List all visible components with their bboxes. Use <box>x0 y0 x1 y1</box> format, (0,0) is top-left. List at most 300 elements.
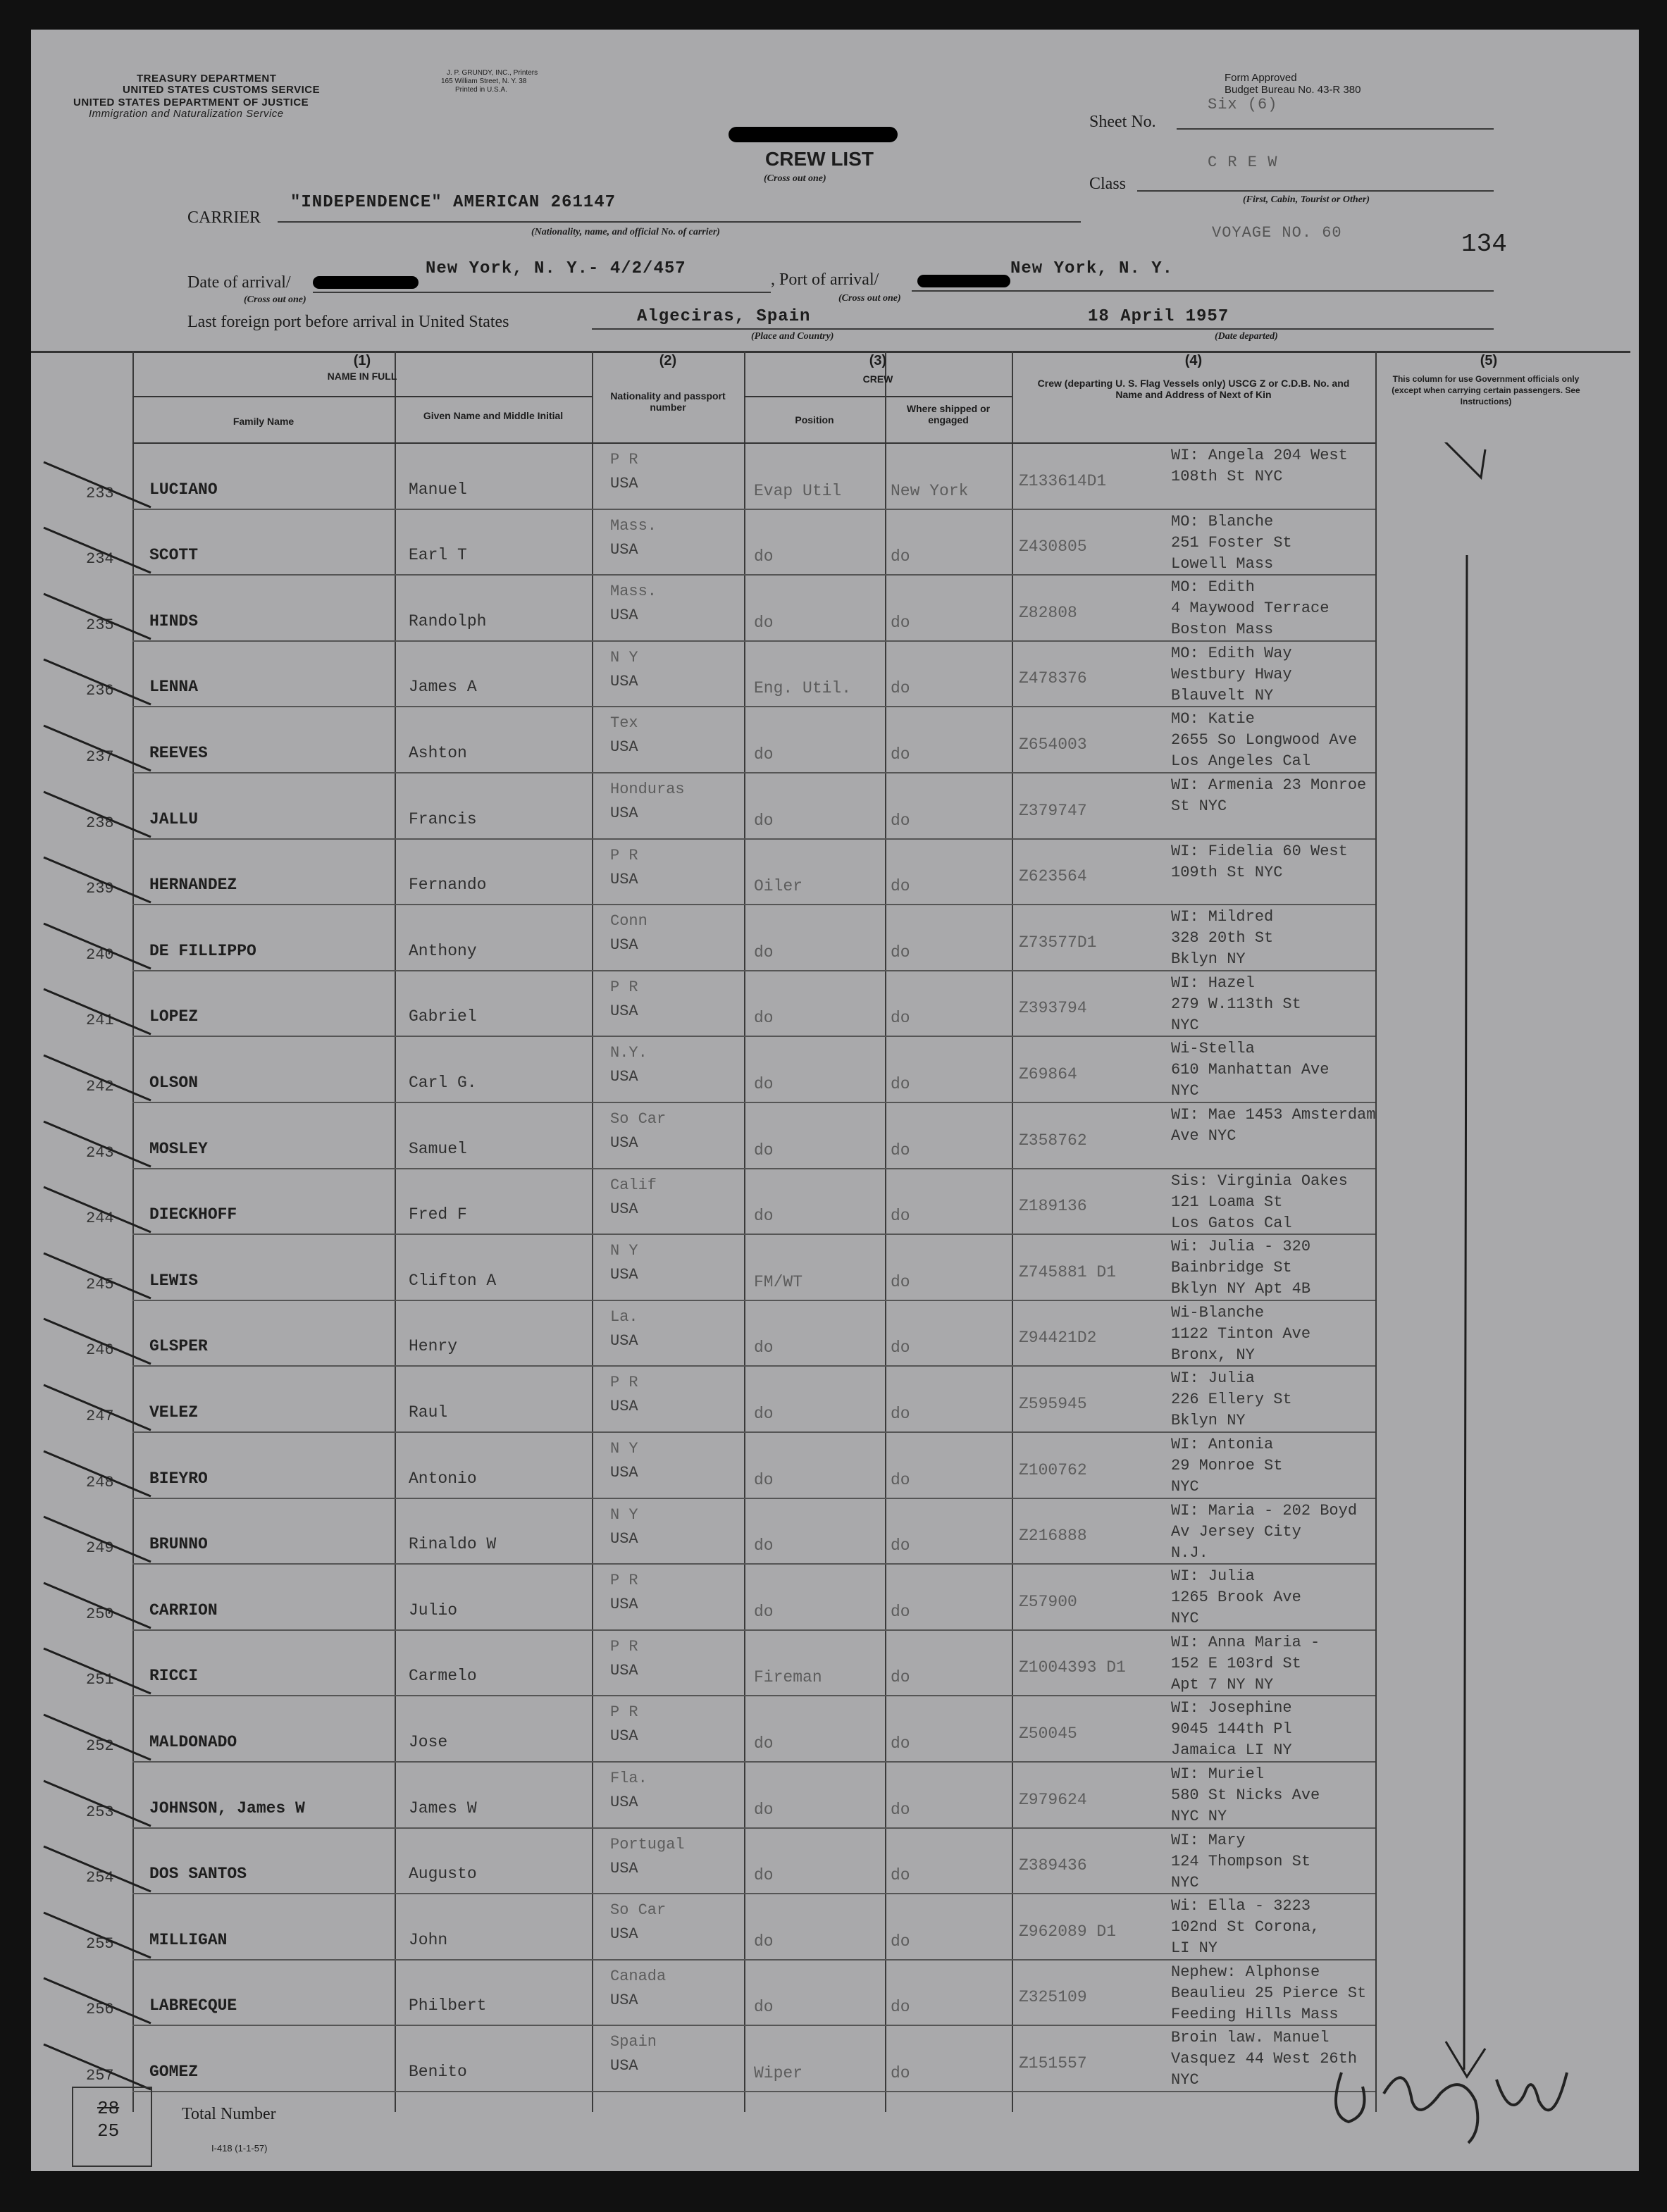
given-name: Philbert <box>409 1996 487 2015</box>
position: Wiper <box>754 2064 803 2082</box>
tally-mark <box>38 1842 165 1899</box>
given-name: Earl T <box>409 546 467 565</box>
tally-mark <box>38 1249 165 1305</box>
where-shipped: do <box>891 1998 910 2017</box>
uscg-number: Z73577D1 <box>1019 933 1097 952</box>
next-of-kin-line: WI: Josephine <box>1171 1699 1292 1717</box>
position: Evap Util <box>754 481 842 500</box>
given-name: James A <box>409 678 477 697</box>
next-of-kin-line: 102nd St Corona, <box>1171 1918 1320 1937</box>
signature-text: J. Daly <box>1306 2142 1335 2153</box>
next-of-kin-line: Lowell Mass <box>1171 554 1274 573</box>
uscg-number: Z57900 <box>1019 1592 1077 1611</box>
position: FM/WT <box>754 1272 803 1291</box>
passport-country: USA <box>610 1859 638 1877</box>
row-number: 244 <box>86 1210 114 1228</box>
tally-mark <box>38 1579 165 1635</box>
passport-country: USA <box>610 1134 638 1152</box>
tally-mark <box>38 458 165 514</box>
column-divider <box>1012 351 1013 2112</box>
row-divider <box>132 838 1375 840</box>
header-bottom-rule <box>132 442 1375 444</box>
total-box <box>72 2087 152 2167</box>
next-of-kin-line: Ave NYC <box>1171 1127 1237 1145</box>
given-name: Fernando <box>409 876 487 895</box>
port-label: , Port of arrival/ <box>771 271 879 289</box>
next-of-kin-line: Vasquez 44 West 26th <box>1171 2050 1358 2068</box>
carrier-label: CARRIER <box>187 209 261 227</box>
uscg-number: Z379747 <box>1019 801 1087 820</box>
next-of-kin-line: WI: Anna Maria - <box>1171 1633 1320 1651</box>
family-name: REEVES <box>149 744 208 762</box>
family-name: BIEYRO <box>149 1469 208 1488</box>
column-divider <box>885 351 886 2112</box>
given-name: Gabriel <box>409 1007 477 1026</box>
uscg-number: Z745881 D1 <box>1019 1262 1117 1281</box>
passport-country: USA <box>610 1068 638 1086</box>
position: do <box>754 1602 774 1621</box>
next-of-kin-line: NYC <box>1171 1873 1199 1891</box>
next-of-kin-line: WI: Muriel <box>1171 1765 1265 1783</box>
where-shipped: do <box>891 1668 910 1687</box>
nationality: N Y <box>610 1242 638 1260</box>
next-of-kin-line: Bronx, NY <box>1171 1346 1255 1364</box>
given-name: Henry <box>409 1337 458 1356</box>
passport-country: USA <box>610 1661 638 1679</box>
passport-country: USA <box>610 1991 638 2009</box>
nationality: Spain <box>610 2033 657 2051</box>
next-of-kin-line: Wi-Blanche <box>1171 1303 1265 1322</box>
tally-mark <box>38 523 165 580</box>
family-name: RICCI <box>149 1667 199 1686</box>
passport-country: USA <box>610 1464 638 1481</box>
uscg-number: Z478376 <box>1019 669 1087 688</box>
given-name: Anthony <box>409 941 477 960</box>
nationality: N Y <box>610 1440 638 1458</box>
uscg-number: Z623564 <box>1019 867 1087 886</box>
uscg-number: Z151557 <box>1019 2054 1087 2073</box>
departed-value: 18 April 1957 <box>1088 307 1229 326</box>
family-name: SCOTT <box>149 546 199 565</box>
next-of-kin-line: MO: Edith Way <box>1171 644 1292 662</box>
class-caption: (First, Cabin, Tourist or Other) <box>1243 194 1370 205</box>
nationality: P R <box>610 1374 638 1392</box>
given-name: Benito <box>409 2063 467 2081</box>
tally-mark <box>38 590 165 646</box>
row-number: 249 <box>86 1539 114 1558</box>
position: do <box>754 1800 774 1819</box>
header-subrule <box>132 396 592 397</box>
nationality: P R <box>610 846 638 864</box>
family-name: MOSLEY <box>149 1139 208 1158</box>
col1b-title: Given Name and Middle Initial <box>423 410 564 421</box>
family-name: JOHNSON, James W <box>149 1798 305 1818</box>
next-of-kin-line: WI: Antonia <box>1171 1436 1274 1453</box>
budget-bureau: Budget Bureau No. 43-R 380 <box>1225 84 1361 96</box>
where-shipped: New York <box>891 481 969 500</box>
next-of-kin-line: 152 E 103rd St <box>1171 1654 1301 1672</box>
tally-mark <box>38 1381 165 1437</box>
next-of-kin-line: WI: Armenia 23 Monroe <box>1171 776 1367 794</box>
where-shipped: do <box>891 1405 910 1423</box>
position: do <box>754 1338 774 1357</box>
row-number: 253 <box>86 1803 114 1821</box>
given-name: Antonio <box>409 1469 477 1488</box>
nationality: Canada <box>610 1967 667 1985</box>
next-of-kin-line: WI: Mary <box>1171 1831 1246 1849</box>
dept-treasury: TREASURY DEPARTMENT <box>137 73 277 85</box>
redaction-mark-3 <box>917 275 1010 287</box>
where-shipped: do <box>891 1932 910 1951</box>
printer-line1: J. P. GRUNDY, INC., Printers <box>447 69 538 77</box>
next-of-kin-line: Wi: Ella - 3223 <box>1171 1897 1311 1915</box>
position: do <box>754 547 774 566</box>
column-divider <box>395 351 396 2112</box>
passport-country: USA <box>610 1727 638 1746</box>
row-number: 236 <box>86 682 114 700</box>
passport-country: USA <box>610 1529 638 1548</box>
sheet-value: Six (6) <box>1208 96 1278 113</box>
uscg-number: Z82808 <box>1019 603 1077 622</box>
nationality: Conn <box>610 912 647 931</box>
family-name: CARRION <box>149 1601 218 1620</box>
carrier-value: "INDEPENDENCE" AMERICAN 261147 <box>290 193 616 212</box>
where-shipped: do <box>891 1141 910 1160</box>
where-shipped: do <box>891 811 910 830</box>
arrival-date-label: Date of arrival/ <box>187 273 291 292</box>
next-of-kin-line: St NYC <box>1171 797 1227 815</box>
row-number: 250 <box>86 1605 114 1623</box>
row-number: 233 <box>86 484 114 502</box>
tally-mark <box>38 1908 165 1965</box>
where-shipped: do <box>891 2064 910 2082</box>
next-of-kin-line: MO: Katie <box>1171 710 1255 728</box>
next-of-kin-line: WI: Mildred <box>1171 908 1274 926</box>
family-name: DIECKHOFF <box>149 1205 237 1224</box>
page-number: 134 <box>1461 230 1507 259</box>
redaction-mark-2 <box>313 276 419 289</box>
uscg-number: Z133614D1 <box>1019 471 1107 490</box>
passport-country: USA <box>610 936 638 955</box>
family-name: LEWIS <box>149 1271 199 1290</box>
family-name: GOMEZ <box>149 2063 199 2081</box>
passport-country: USA <box>610 1398 638 1416</box>
next-of-kin-line: Jamaica LI NY <box>1171 1741 1292 1760</box>
uscg-number: Z189136 <box>1019 1197 1087 1216</box>
tally-mark <box>38 1710 165 1767</box>
nationality: Mass. <box>610 516 657 535</box>
position: Eng. Util. <box>754 679 852 698</box>
tally-mark <box>38 655 165 712</box>
passport-country: USA <box>610 2057 638 2075</box>
next-of-kin-line: WI: Mae 1453 Amsterdam <box>1171 1106 1376 1124</box>
tally-mark <box>38 1644 165 1701</box>
family-name: HERNANDEZ <box>149 876 237 895</box>
nationality: P R <box>610 451 638 468</box>
position: do <box>754 745 774 764</box>
next-of-kin-line: NYC <box>1171 2071 1199 2089</box>
row-number: 237 <box>86 748 114 766</box>
tally-mark <box>38 1974 165 2030</box>
given-name: Clifton A <box>409 1271 497 1290</box>
where-shipped: do <box>891 1470 910 1489</box>
next-of-kin-line: Westbury Hway <box>1171 665 1292 683</box>
next-of-kin-line: 610 Manhattan Ave <box>1171 1061 1330 1079</box>
nationality: N Y <box>610 1505 638 1524</box>
next-of-kin-line: Bklyn NY Apt 4B <box>1171 1280 1311 1298</box>
family-name: BRUNNO <box>149 1535 208 1554</box>
uscg-number: Z979624 <box>1019 1790 1087 1809</box>
passport-country: USA <box>610 1266 638 1284</box>
passport-country: USA <box>610 1794 638 1811</box>
col2-number: (2) <box>659 353 677 368</box>
row-number: 246 <box>86 1341 114 1360</box>
row-number: 251 <box>86 1671 114 1689</box>
given-name: Rinaldo W <box>409 1535 497 1554</box>
passport-country: USA <box>610 1925 638 1944</box>
row-number: 255 <box>86 1934 114 1953</box>
class-value: C R E W <box>1208 154 1278 171</box>
family-name: JALLU <box>149 809 199 828</box>
next-of-kin-line: Beaulieu 25 Pierce St <box>1171 1984 1367 2002</box>
passport-country: USA <box>610 1002 638 1020</box>
tally-mark <box>38 1183 165 1239</box>
tally-mark <box>38 1777 165 1833</box>
row-number: 235 <box>86 616 114 634</box>
position: do <box>754 943 774 962</box>
next-of-kin-line: NYC NY <box>1171 1808 1227 1825</box>
given-name: John <box>409 1930 448 1949</box>
family-name: LENNA <box>149 678 199 697</box>
row-number: 234 <box>86 550 114 568</box>
form-title: CREW LIST <box>765 148 874 170</box>
dept-customs: UNITED STATES CUSTOMS SERVICE <box>123 84 321 96</box>
family-name: DE FILLIPPO <box>149 941 256 960</box>
nationality: Mass. <box>610 583 657 601</box>
tally-mark <box>38 985 165 1041</box>
position: do <box>754 1536 774 1555</box>
position: do <box>754 1405 774 1423</box>
next-of-kin-line: 1265 Brook Ave <box>1171 1589 1301 1607</box>
next-of-kin-line: Wi: Julia - 320 <box>1171 1238 1311 1256</box>
position: do <box>754 1009 774 1028</box>
given-name: Jose <box>409 1733 448 1751</box>
next-of-kin-line: Sis: Virginia Oakes <box>1171 1172 1348 1190</box>
family-name: MILLIGAN <box>149 1930 228 1949</box>
where-shipped: do <box>891 745 910 764</box>
next-of-kin-line: Feeding Hills Mass <box>1171 2005 1339 2023</box>
printer-line3: Printed in U.S.A. <box>455 86 507 94</box>
nationality: P R <box>610 1703 638 1722</box>
family-name: LABRECQUE <box>149 1996 237 2015</box>
nationality: Tex <box>610 714 638 733</box>
where-shipped: do <box>891 1602 910 1621</box>
where-shipped: do <box>891 1207 910 1226</box>
row-divider <box>132 1168 1375 1169</box>
header-subrule <box>744 396 1012 397</box>
where-shipped: do <box>891 1800 910 1819</box>
where-shipped: do <box>891 943 910 962</box>
next-of-kin-line: Los Gatos Cal <box>1171 1214 1292 1232</box>
total-label: Total Number <box>182 2105 276 2123</box>
given-name: Randolph <box>409 611 487 630</box>
next-of-kin-line: WI: Angela 204 West <box>1171 447 1348 464</box>
arrival-cross-out: (Cross out one) <box>244 294 306 305</box>
row-number: 254 <box>86 1869 114 1887</box>
tally-mark <box>38 853 165 909</box>
departed-caption: (Date departed) <box>1215 331 1278 342</box>
position: do <box>754 1470 774 1489</box>
next-of-kin-line: WI: Maria - 202 Boyd <box>1171 1501 1358 1520</box>
given-name: James W <box>409 1798 477 1818</box>
given-name: Augusto <box>409 1865 477 1884</box>
position: do <box>754 1734 774 1753</box>
uscg-number: Z94421D2 <box>1019 1329 1097 1348</box>
row-number: 242 <box>86 1078 114 1095</box>
nationality: La. <box>610 1307 638 1326</box>
col4-number: (4) <box>1184 353 1203 368</box>
tally-mark <box>38 788 165 844</box>
where-shipped: do <box>891 1866 910 1885</box>
where-shipped: do <box>891 547 910 566</box>
where-shipped: do <box>891 1009 910 1028</box>
passport-country: USA <box>610 1200 638 1218</box>
next-of-kin-line: WI: Julia <box>1171 1369 1255 1388</box>
crew-list-form <box>31 30 1639 2171</box>
where-shipped: do <box>891 1338 910 1357</box>
total-value: 25 <box>97 2120 120 2142</box>
where-shipped: do <box>891 1734 910 1753</box>
row-number: 240 <box>86 945 114 964</box>
col3b-title: Where shipped or engaged <box>906 403 991 425</box>
nationality: P R <box>610 1637 638 1655</box>
row-number: 248 <box>86 1473 114 1491</box>
where-shipped: do <box>891 679 910 698</box>
nationality: So Car <box>610 1110 667 1128</box>
tally-mark <box>38 1051 165 1107</box>
where-shipped: do <box>891 1272 910 1291</box>
total-crossed: 28 <box>97 2098 120 2119</box>
nationality: So Car <box>610 1901 667 1920</box>
position: do <box>754 1141 774 1160</box>
sheet-label: Sheet No. <box>1089 113 1156 131</box>
row-number: 256 <box>86 2001 114 2019</box>
passport-country: USA <box>610 540 638 559</box>
col1-number: (1) <box>353 353 371 368</box>
nationality: P R <box>610 978 638 996</box>
nationality: Calif <box>610 1176 657 1194</box>
uscg-number: Z389436 <box>1019 1856 1087 1875</box>
port-value: New York, N. Y. <box>1010 259 1174 278</box>
given-name: Fred F <box>409 1205 467 1224</box>
family-name: MALDONADO <box>149 1733 237 1751</box>
next-of-kin-line: Boston Mass <box>1171 621 1274 639</box>
next-of-kin-line: Bklyn NY <box>1171 950 1246 969</box>
col5-number: (5) <box>1480 353 1498 368</box>
uscg-number: Z358762 <box>1019 1131 1087 1150</box>
next-of-kin-line: 124 Thompson St <box>1171 1852 1311 1870</box>
next-of-kin-line: Av Jersey City <box>1171 1522 1301 1541</box>
next-of-kin-line: NYC <box>1171 1082 1199 1100</box>
next-of-kin-line: Los Angeles Cal <box>1171 752 1311 771</box>
position: do <box>754 1075 774 1093</box>
uscg-number: Z325109 <box>1019 1988 1087 2007</box>
given-name: Manuel <box>409 480 467 499</box>
arrival-date-value: New York, N. Y.- 4/2/457 <box>426 259 686 278</box>
next-of-kin-line: 108th St NYC <box>1171 468 1283 485</box>
passport-country: USA <box>610 607 638 625</box>
next-of-kin-line: 2655 So Longwood Ave <box>1171 731 1358 750</box>
nationality: N.Y. <box>610 1044 647 1062</box>
tally-mark <box>38 1315 165 1371</box>
position: do <box>754 811 774 830</box>
next-of-kin-line: 4 Maywood Terrace <box>1171 599 1330 618</box>
family-name: LUCIANO <box>149 480 218 499</box>
uscg-number: Z654003 <box>1019 735 1087 754</box>
dept-ins: Immigration and Naturalization Service <box>89 108 284 120</box>
next-of-kin-line: 109th St NYC <box>1171 863 1283 881</box>
family-name: OLSON <box>149 1074 199 1092</box>
next-of-kin-line: MO: Blanche <box>1171 512 1274 530</box>
next-of-kin-line: Apt 7 NY NY <box>1171 1675 1274 1694</box>
voyage-number: VOYAGE NO. 60 <box>1212 224 1342 242</box>
passport-country: USA <box>610 870 638 888</box>
nationality: Fla. <box>610 1770 647 1787</box>
passport-country: USA <box>610 672 638 690</box>
where-shipped: do <box>891 1536 910 1555</box>
tally-mark <box>38 1447 165 1503</box>
where-shipped: do <box>891 877 910 896</box>
form-number: I-418 (1-1-57) <box>211 2143 268 2154</box>
col5-title: This column for use Government officials only (except when carrying certain passengers. See Instructions) <box>1392 374 1580 406</box>
row-number: 241 <box>86 1012 114 1030</box>
passport-country: USA <box>610 1331 638 1350</box>
next-of-kin-line: MO: Edith <box>1171 578 1255 597</box>
form-approved: Form Approved <box>1225 72 1297 84</box>
given-name: Julio <box>409 1601 458 1620</box>
uscg-number: Z962089 D1 <box>1019 1922 1117 1941</box>
given-name: Carmelo <box>409 1667 477 1686</box>
given-name: Ashton <box>409 744 467 762</box>
position: do <box>754 613 774 632</box>
next-of-kin-line: NYC <box>1171 1610 1199 1628</box>
col1-title: NAME IN FULL <box>327 371 397 382</box>
given-name: Samuel <box>409 1139 467 1158</box>
row-divider <box>132 904 1375 905</box>
position: do <box>754 1998 774 2017</box>
row-number: 245 <box>86 1275 114 1293</box>
where-shipped: do <box>891 613 910 632</box>
next-of-kin-line: 279 W.113th St <box>1171 995 1301 1013</box>
uscg-number: Z50045 <box>1019 1725 1077 1743</box>
position: do <box>754 1932 774 1951</box>
next-of-kin-line: Blauvelt NY <box>1171 686 1274 704</box>
next-of-kin-line: Nephew: Alphonse <box>1171 1963 1320 1981</box>
row-divider <box>132 509 1375 510</box>
next-of-kin-line: NYC <box>1171 1016 1199 1034</box>
next-of-kin-line: 9045 144th Pl <box>1171 1720 1292 1739</box>
tally-mark <box>38 1117 165 1174</box>
col1a-title: Family Name <box>233 416 295 427</box>
column-divider <box>592 351 593 2112</box>
given-name: Francis <box>409 809 477 828</box>
row-number: 239 <box>86 880 114 898</box>
printer-line2: 165 William Street, N. Y. 38 <box>441 77 527 85</box>
tally-mark <box>38 721 165 778</box>
nationality: N Y <box>610 648 638 666</box>
uscg-number: Z100762 <box>1019 1460 1087 1479</box>
class-label: Class <box>1089 175 1127 193</box>
